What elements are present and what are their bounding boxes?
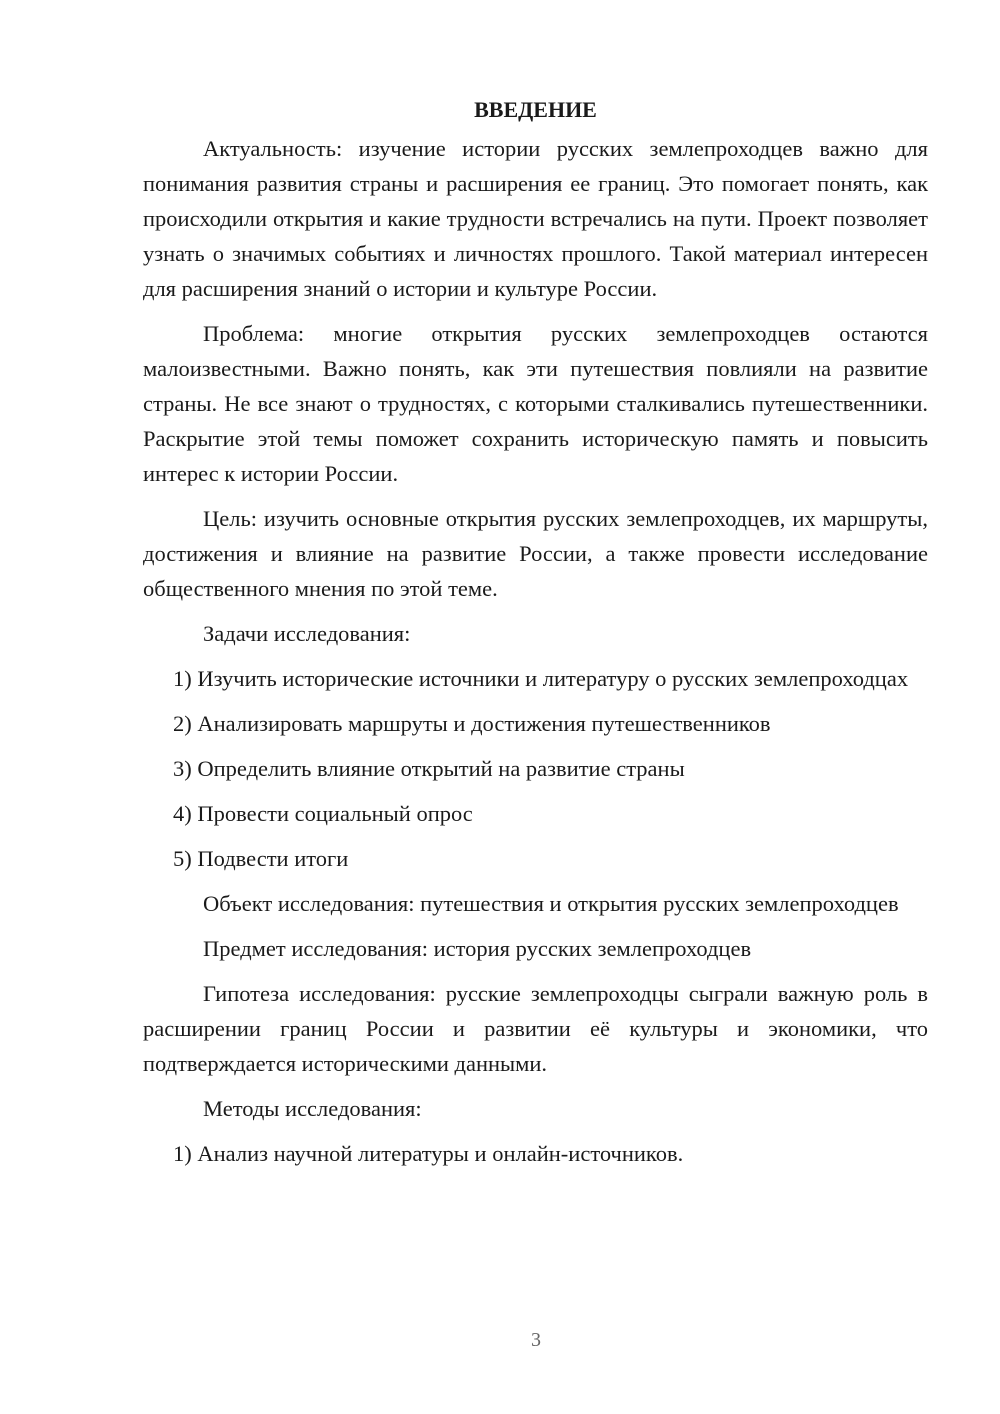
object-paragraph: Объект исследования: путешествия и открытия русских землепроходцев <box>203 891 899 916</box>
hypothesis-paragraph: Гипотеза исследования: русские землепроходцы сыграли важную роль в расширении границ России и развитии её культуры и экономики, что подтверждается историческими данными. <box>143 981 928 1076</box>
task-item-1: 1) Изучить исторические источники и литературу о русских землепроходцах <box>173 666 909 691</box>
method-item-1: 1) Анализ научной литературы и онлайн-источников. <box>173 1141 684 1166</box>
problem-paragraph: Проблема: многие открытия русских землепроходцев остаются малоизвестными. Важно понять, как эти путешествия повлияли на развитие страны. Не все знают о трудностях, с которыми сталкивались путешественники. Раскрытие этой темы поможет сохранить историческую память и повысить интерес к истории России. <box>143 321 928 486</box>
page-content <box>143 92 928 1181</box>
task-item-3: 3) Определить влияние открытий на развитие страны <box>173 756 685 781</box>
tasks-title: Задачи исследования: <box>203 621 411 646</box>
task-item-2: 2) Анализировать маршруты и достижения путешественников <box>173 711 771 736</box>
relevance-paragraph: Актуальность: изучение истории русских землепроходцев важно для понимания развития страны и расширения ее границ. Это помогает понять, как происходили открытия и какие трудности встречались на пути. Проект позволяет узнать о значимых событиях и личностях прошлого. Такой материал интересен для расширения знаний о истории и культуре России. <box>143 136 928 301</box>
task-item-5: 5) Подвести итоги <box>173 846 349 871</box>
section-heading: ВВЕДЕНИЕ <box>474 97 597 122</box>
methods-title: Методы исследования: <box>203 1096 422 1121</box>
subject-paragraph: Предмет исследования: история русских землепроходцев <box>203 936 752 961</box>
task-item-4: 4) Провести социальный опрос <box>173 801 473 826</box>
goal-paragraph: Цель: изучить основные открытия русских землепроходцев, их маршруты, достижения и влияние на развитие России, а также провести исследование общественного мнения по этой теме. <box>143 506 928 601</box>
page-number: 3 <box>531 1329 541 1351</box>
